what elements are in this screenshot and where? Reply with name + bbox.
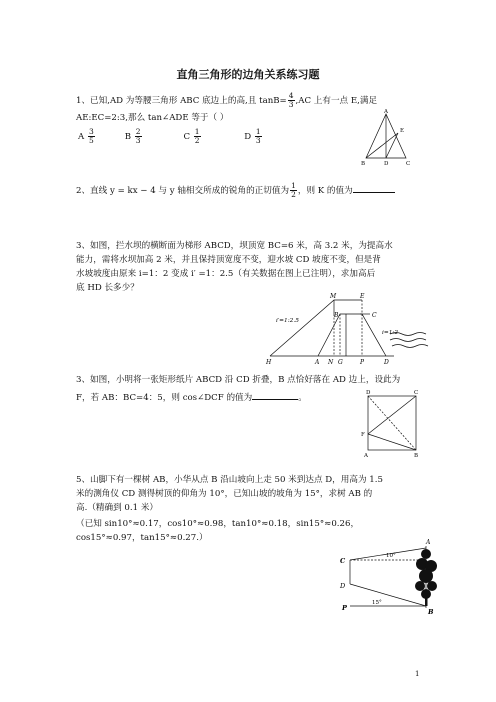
q3-label-c: C: [372, 312, 377, 319]
q5-label-d: D: [340, 582, 346, 590]
q5-angle-15: 15°: [372, 600, 382, 606]
q1-option-c: C $\frac{1}{2}$: [183, 127, 200, 145]
q3-label-a: A: [315, 359, 320, 366]
q4-text-a: F，若 AB：BC=4：5，则 cos∠DCF 的值为: [76, 393, 253, 403]
q5-label-p: P: [342, 604, 347, 612]
q4-label-b: B: [414, 453, 419, 458]
q4-label-a: A: [364, 453, 368, 458]
q1-text-a: 1、已知,AD 为等腰三角形 ABC 底边上的高,且 tanB=: [76, 96, 287, 106]
q2-fraction: $\frac{1}{2}$: [291, 181, 296, 199]
q5-angle-10: 10°: [386, 553, 396, 559]
q4-answer-blank[interactable]: [252, 390, 298, 400]
q3-label-b: B: [334, 312, 339, 319]
q1-tan-den: 3: [288, 100, 294, 109]
q5-line-2: 米的测角仪 CD 测得树顶的仰角为 10°，已知山坡的坡角为 15°，求树 AB 的: [76, 489, 373, 499]
q5-line-4: （已知 sin10°≈0.17，cos10°≈0.98，tan10°≈0.18，sin15°≈0.26，: [76, 519, 360, 529]
q3-slope-new: i′=1:2.5: [276, 318, 299, 324]
q1-line1: [76, 92, 377, 109]
q4-text-b: 。: [298, 393, 307, 403]
q3-line-3: 水坡坡度由原来 i=1：2 变成 i′ =1：2.5（有关数据在图上已注明），求加高后: [76, 269, 376, 279]
q4-label-c: C: [414, 390, 419, 396]
q1-text-b: ,AC 上有一点 E,满足: [295, 96, 378, 106]
q2-answer-blank[interactable]: [353, 183, 395, 193]
tree-icon: [415, 549, 437, 606]
q1-option-a: A $\frac{3}{5}$: [78, 127, 94, 145]
q5-label-c: C: [340, 557, 346, 565]
q4-rectangle-figure: [360, 388, 424, 458]
q3-label-e: E: [360, 293, 365, 300]
q1-line2: AE:EC=2:3,那么 tan∠ADE 等于（ ）: [76, 113, 229, 123]
q2-line: [76, 182, 395, 199]
q1-tan-fraction: [288, 92, 295, 109]
q1-option-d: D $\frac{1}{3}$: [244, 127, 261, 145]
q5-label-b: B: [428, 608, 434, 616]
q3-label-d: D: [384, 359, 389, 366]
q1-label-a: A: [384, 109, 388, 115]
page-number: 1: [415, 670, 420, 678]
q3-line-1: 3、如图，拦水坝的横断面为梯形 ABCD，坝顶宽 BC=6 米，高 3.2 米，为提高水: [76, 241, 393, 251]
q3-label-g: G: [338, 359, 343, 366]
q1-label-b: B: [361, 161, 366, 167]
q3-slope-old: i=1:2: [382, 330, 399, 336]
q5-tree-figure: [334, 538, 442, 620]
q4-line-1: 3、如图，小明将一张矩形纸片 ABCD 沿 CD 折叠，B 点恰好落在 AD 边上，设此为: [76, 375, 401, 385]
q1-options: [78, 128, 274, 145]
q1-label-c: C: [406, 161, 411, 167]
q1-triangle-figure: [358, 108, 416, 168]
q3-label-n: N: [328, 359, 334, 366]
q2-text-a: 2、直线 y = kx − 4 与 y 轴相交所成的锐角的正切值为: [76, 186, 290, 196]
q1-option-b: B $\frac{2}{3}$: [124, 127, 141, 145]
q3-dam-figure: [262, 290, 430, 372]
q3-label-m: M: [330, 293, 337, 300]
q2-text-b: ，则 K 的值为: [297, 186, 353, 196]
q5-line-1: 5、山脚下有一棵树 AB，小华从点 B 沿山坡向上走 50 米到达点 D，用高为 1.5: [76, 475, 383, 485]
q3-label-h: H: [266, 359, 272, 366]
q5-line-5: cos15°≈0.97，tan15°≈0.27.）: [76, 533, 208, 543]
q3-line-2: 能力，需将水坝加高 2 米，并且保持顶宽度不变，迎水坡 CD 坡度不变，但是背: [76, 255, 381, 265]
q1-label-e: E: [400, 128, 405, 134]
q4-label-f: F: [361, 432, 365, 438]
q3-line-4: 底 HD 长多少？: [76, 283, 139, 293]
q1-tan-num: 4: [288, 91, 294, 100]
q5-line-3: 高.（精确到 0.1 米）: [76, 503, 159, 513]
q5-label-a: A: [426, 539, 431, 546]
page-title: 直角三角形的边角关系练习题: [176, 68, 320, 81]
q4-line-2: [76, 390, 307, 404]
q4-label-d: D: [366, 390, 371, 396]
q3-label-p: P: [360, 359, 365, 366]
q1-label-d: D: [384, 161, 389, 167]
